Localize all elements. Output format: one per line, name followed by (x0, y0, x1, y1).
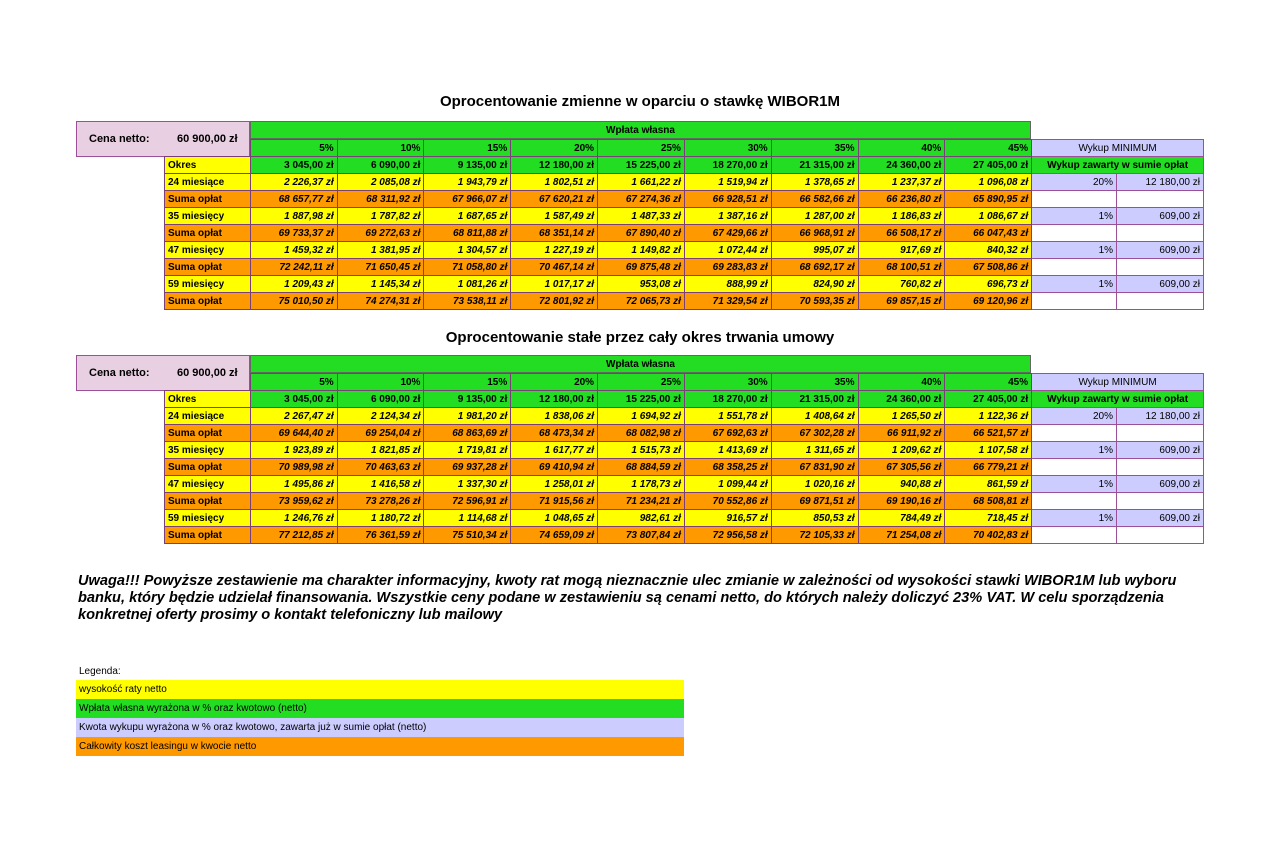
row-label: 24 miesiące (165, 174, 251, 191)
down-payment-amount: 6 090,00 zł (337, 391, 424, 408)
total-cost-cell: 65 890,95 zł (945, 191, 1032, 208)
down-payment-amount: 27 405,00 zł (945, 157, 1032, 174)
total-cost-cell: 74 659,09 zł (511, 527, 598, 544)
buyout-empty (1032, 425, 1117, 442)
buyout-empty (1032, 259, 1117, 276)
row-label: 59 miesięcy (165, 276, 251, 293)
total-cost-cell: 68 692,17 zł (771, 259, 858, 276)
rate-row (165, 276, 1204, 293)
percent-row (165, 374, 1204, 391)
total-cost-cell: 73 959,62 zł (250, 493, 337, 510)
total-cost-cell: 67 966,07 zł (424, 191, 511, 208)
rate-cell: 1 304,57 zł (424, 242, 511, 259)
total-cost-cell: 69 410,94 zł (511, 459, 598, 476)
legend-item-total-cost: Całkowity koszt leasingu w kwocie netto (76, 737, 684, 756)
period-row (165, 157, 1204, 174)
rate-cell: 1 416,58 zł (337, 476, 424, 493)
total-cost-cell: 68 657,77 zł (250, 191, 337, 208)
buyout-empty (1032, 527, 1117, 544)
down-payment-amount: 12 180,00 zł (511, 157, 598, 174)
rate-cell: 1 661,22 zł (598, 174, 685, 191)
total-cost-cell: 75 510,34 zł (424, 527, 511, 544)
total-cost-cell: 66 236,80 zł (858, 191, 945, 208)
rate-cell: 1 495,86 zł (250, 476, 337, 493)
total-cost-row (165, 225, 1204, 242)
rate-cell: 1 838,06 zł (511, 408, 598, 425)
period-label: Okres (165, 391, 251, 408)
rate-cell: 1 487,33 zł (598, 208, 685, 225)
rate-cell: 2 226,37 zł (250, 174, 337, 191)
rate-cell: 718,45 zł (945, 510, 1032, 527)
total-cost-cell: 67 429,66 zł (684, 225, 771, 242)
percent-cell: 30% (684, 140, 771, 157)
percent-cell: 15% (424, 374, 511, 391)
percent-cell: 45% (945, 140, 1032, 157)
percent-cell: 40% (858, 374, 945, 391)
rate-cell: 1 821,85 zł (337, 442, 424, 459)
total-cost-row (165, 527, 1204, 544)
buyout-empty (1117, 493, 1204, 510)
down-payment-header: Wpłata własna (250, 355, 1031, 373)
rate-cell: 1 209,43 zł (250, 276, 337, 293)
total-cost-cell: 69 733,37 zł (250, 225, 337, 242)
percent-cell: 5% (250, 374, 337, 391)
buyout-empty (1032, 293, 1117, 310)
rate-cell: 1 017,17 zł (511, 276, 598, 293)
buyout-percent: 1% (1032, 242, 1117, 259)
total-cost-row (165, 425, 1204, 442)
down-payment-amount: 9 135,00 zł (424, 157, 511, 174)
total-cost-cell: 70 989,98 zł (250, 459, 337, 476)
rate-cell: 824,90 zł (771, 276, 858, 293)
total-cost-cell: 67 302,28 zł (771, 425, 858, 442)
rate-cell: 2 267,47 zł (250, 408, 337, 425)
buyout-amount: 609,00 zł (1117, 276, 1204, 293)
rate-cell: 1 943,79 zł (424, 174, 511, 191)
buyout-percent: 1% (1032, 510, 1117, 527)
rate-cell: 1 145,34 zł (337, 276, 424, 293)
total-cost-cell: 68 508,81 zł (945, 493, 1032, 510)
disclaimer-note: Uwaga!!! Powyższe zestawienie ma charakter informacyjny, kwoty rat mogą nieznacznie ulec zmianie w zależności od wysokości stawki WIBOR1M lub wyboru banku, który będzie udzielał finansowania. Wszystkie ceny podane w zestawieniu są cenami netto, do których należy doliczyć 23% VAT. W celu sporządzenia konkretnej oferty prosimy o kontakt telefoniczny lub mailowy (78, 573, 1177, 623)
percent-cell: 5% (250, 140, 337, 157)
rate-cell: 1 981,20 zł (424, 408, 511, 425)
rate-cell: 1 311,65 zł (771, 442, 858, 459)
total-cost-cell: 69 120,96 zł (945, 293, 1032, 310)
rate-cell: 1 459,32 zł (250, 242, 337, 259)
total-cost-cell: 68 884,59 zł (598, 459, 685, 476)
total-cost-cell: 72 065,73 zł (598, 293, 685, 310)
buyout-empty (1032, 493, 1117, 510)
total-cost-cell: 74 274,31 zł (337, 293, 424, 310)
rate-row (165, 510, 1204, 527)
total-cost-cell: 73 807,84 zł (598, 527, 685, 544)
total-cost-cell: 69 190,16 zł (858, 493, 945, 510)
total-cost-cell: 66 047,43 zł (945, 225, 1032, 242)
total-cost-cell: 68 082,98 zł (598, 425, 685, 442)
rate-cell: 916,57 zł (684, 510, 771, 527)
row-label: Suma opłat (165, 293, 251, 310)
total-cost-cell: 77 212,85 zł (250, 527, 337, 544)
total-cost-cell: 69 644,40 zł (250, 425, 337, 442)
percent-cell: 30% (684, 374, 771, 391)
buyout-note: Wykup zawarty w sumie opłat (1032, 157, 1204, 174)
legend-title: Legenda: (79, 666, 121, 677)
total-cost-cell: 70 467,14 zł (511, 259, 598, 276)
down-payment-amount: 15 225,00 zł (598, 391, 685, 408)
buyout-empty (1117, 459, 1204, 476)
total-cost-cell: 67 831,90 zł (771, 459, 858, 476)
rate-cell: 1 381,95 zł (337, 242, 424, 259)
row-label: Suma opłat (165, 527, 251, 544)
rate-cell: 1 337,30 zł (424, 476, 511, 493)
total-cost-row (165, 191, 1204, 208)
period-label: Okres (165, 157, 251, 174)
rate-cell: 1 719,81 zł (424, 442, 511, 459)
rate-cell: 917,69 zł (858, 242, 945, 259)
legend-item-buyout: Kwota wykupu wyrażona w % oraz kwotowo, zawarta już w sumie opłat (netto) (76, 718, 684, 737)
total-cost-cell: 70 593,35 zł (771, 293, 858, 310)
rate-cell: 1 081,26 zł (424, 276, 511, 293)
down-payment-amount: 18 270,00 zł (684, 157, 771, 174)
rate-row (165, 208, 1204, 225)
total-cost-cell: 68 863,69 zł (424, 425, 511, 442)
leasing-table (164, 373, 1204, 544)
row-label: Suma opłat (165, 459, 251, 476)
rate-cell: 1 178,73 zł (598, 476, 685, 493)
total-cost-cell: 72 242,11 zł (250, 259, 337, 276)
buyout-percent: 1% (1032, 476, 1117, 493)
total-cost-cell: 68 473,34 zł (511, 425, 598, 442)
buyout-empty (1117, 259, 1204, 276)
down-payment-amount: 12 180,00 zł (511, 391, 598, 408)
total-cost-cell: 66 521,57 zł (945, 425, 1032, 442)
table1-title: Oprocentowanie zmienne w oparciu o stawkę WIBOR1M (439, 93, 841, 110)
rate-cell: 1 096,08 zł (945, 174, 1032, 191)
row-label: 47 miesięcy (165, 476, 251, 493)
percent-cell: 25% (598, 140, 685, 157)
rate-cell: 2 085,08 zł (337, 174, 424, 191)
rate-cell: 840,32 zł (945, 242, 1032, 259)
buyout-empty (1032, 225, 1117, 242)
rate-cell: 2 124,34 zł (337, 408, 424, 425)
buyout-amount: 609,00 zł (1117, 442, 1204, 459)
down-payment-amount: 21 315,00 zł (771, 157, 858, 174)
empty-cell (165, 374, 251, 391)
rate-row (165, 174, 1204, 191)
total-cost-cell: 67 890,40 zł (598, 225, 685, 242)
buyout-percent: 1% (1032, 276, 1117, 293)
total-cost-cell: 69 254,04 zł (337, 425, 424, 442)
buyout-amount: 609,00 zł (1117, 242, 1204, 259)
rate-cell: 1 020,16 zł (771, 476, 858, 493)
total-cost-cell: 75 010,50 zł (250, 293, 337, 310)
total-cost-cell: 69 871,51 zł (771, 493, 858, 510)
rate-cell: 1 099,44 zł (684, 476, 771, 493)
total-cost-cell: 67 692,63 zł (684, 425, 771, 442)
percent-cell: 10% (337, 140, 424, 157)
rate-cell: 1 209,62 zł (858, 442, 945, 459)
total-cost-cell: 66 582,66 zł (771, 191, 858, 208)
rate-cell: 1 515,73 zł (598, 442, 685, 459)
percent-cell: 20% (511, 374, 598, 391)
row-label: Suma opłat (165, 425, 251, 442)
rate-row (165, 408, 1204, 425)
percent-cell: 40% (858, 140, 945, 157)
down-payment-header: Wpłata własna (250, 121, 1031, 139)
rate-row (165, 442, 1204, 459)
total-cost-cell: 73 278,26 zł (337, 493, 424, 510)
total-cost-cell: 68 811,88 zł (424, 225, 511, 242)
buyout-amount: 12 180,00 zł (1117, 174, 1204, 191)
legend (76, 664, 684, 756)
total-cost-cell: 73 538,11 zł (424, 293, 511, 310)
row-label: 47 miesięcy (165, 242, 251, 259)
total-cost-cell: 68 311,92 zł (337, 191, 424, 208)
down-payment-amount: 9 135,00 zł (424, 391, 511, 408)
percent-cell: 15% (424, 140, 511, 157)
total-cost-cell: 70 402,83 zł (945, 527, 1032, 544)
net-price-value: 60 900,00 zł (177, 133, 238, 145)
total-cost-cell: 67 274,36 zł (598, 191, 685, 208)
buyout-percent: 1% (1032, 208, 1117, 225)
rate-row (165, 242, 1204, 259)
rate-cell: 1 180,72 zł (337, 510, 424, 527)
empty-cell (165, 140, 251, 157)
buyout-header: Wykup MINIMUM (1032, 374, 1204, 391)
legend-item-down-payment: Wpłata własna wyrażona w % oraz kwotowo (netto) (76, 699, 684, 718)
total-cost-cell: 72 105,33 zł (771, 527, 858, 544)
total-cost-cell: 72 801,92 zł (511, 293, 598, 310)
total-cost-cell: 66 508,17 zł (858, 225, 945, 242)
total-cost-cell: 71 254,08 zł (858, 527, 945, 544)
row-label: Suma opłat (165, 191, 251, 208)
row-label: 59 miesięcy (165, 510, 251, 527)
net-price-value: 60 900,00 zł (177, 367, 238, 379)
rate-cell: 1 048,65 zł (511, 510, 598, 527)
rate-cell: 861,59 zł (945, 476, 1032, 493)
total-cost-cell: 66 911,92 zł (858, 425, 945, 442)
percent-row (165, 140, 1204, 157)
total-cost-row (165, 293, 1204, 310)
rate-cell: 1 802,51 zł (511, 174, 598, 191)
rate-cell: 1 408,64 zł (771, 408, 858, 425)
rate-cell: 1 694,92 zł (598, 408, 685, 425)
total-cost-cell: 69 857,15 zł (858, 293, 945, 310)
percent-cell: 20% (511, 140, 598, 157)
rate-cell: 1 787,82 zł (337, 208, 424, 225)
total-cost-cell: 69 875,48 zł (598, 259, 685, 276)
rate-cell: 1 227,19 zł (511, 242, 598, 259)
percent-cell: 35% (771, 374, 858, 391)
rate-cell: 1 519,94 zł (684, 174, 771, 191)
rate-cell: 940,88 zł (858, 476, 945, 493)
rate-cell: 1 149,82 zł (598, 242, 685, 259)
buyout-amount: 609,00 zł (1117, 476, 1204, 493)
total-cost-row (165, 459, 1204, 476)
total-cost-cell: 68 351,14 zł (511, 225, 598, 242)
rate-cell: 953,08 zł (598, 276, 685, 293)
rate-cell: 1 887,98 zł (250, 208, 337, 225)
rate-cell: 696,73 zł (945, 276, 1032, 293)
total-cost-cell: 70 463,63 zł (337, 459, 424, 476)
buyout-amount: 609,00 zł (1117, 510, 1204, 527)
table2-title: Oprocentowanie stałe przez cały okres trwania umowy (445, 329, 835, 346)
rate-cell: 982,61 zł (598, 510, 685, 527)
rate-cell: 1 258,01 zł (511, 476, 598, 493)
total-cost-cell: 76 361,59 zł (337, 527, 424, 544)
row-label: 35 miesięcy (165, 442, 251, 459)
net-price-label: Cena netto: (89, 367, 150, 379)
rate-cell: 760,82 zł (858, 276, 945, 293)
net-price-label: Cena netto: (89, 133, 150, 145)
rate-cell: 1 237,37 zł (858, 174, 945, 191)
rate-cell: 1 072,44 zł (684, 242, 771, 259)
buyout-empty (1117, 293, 1204, 310)
down-payment-amount: 24 360,00 zł (858, 391, 945, 408)
rate-cell: 995,07 zł (771, 242, 858, 259)
total-cost-cell: 71 915,56 zł (511, 493, 598, 510)
down-payment-amount: 18 270,00 zł (684, 391, 771, 408)
percent-cell: 35% (771, 140, 858, 157)
rate-cell: 1 923,89 zł (250, 442, 337, 459)
total-cost-row (165, 493, 1204, 510)
percent-cell: 25% (598, 374, 685, 391)
buyout-empty (1117, 225, 1204, 242)
buyout-empty (1032, 191, 1117, 208)
legend-item-rate: wysokość raty netto (76, 680, 684, 699)
buyout-percent: 1% (1032, 442, 1117, 459)
rate-cell: 1 246,76 zł (250, 510, 337, 527)
total-cost-cell: 68 100,51 zł (858, 259, 945, 276)
rate-cell: 1 687,65 zł (424, 208, 511, 225)
rate-cell: 1 617,77 zł (511, 442, 598, 459)
row-label: 35 miesięcy (165, 208, 251, 225)
down-payment-amount: 15 225,00 zł (598, 157, 685, 174)
rate-cell: 784,49 zł (858, 510, 945, 527)
buyout-header: Wykup MINIMUM (1032, 140, 1204, 157)
rate-row (165, 476, 1204, 493)
down-payment-amount: 21 315,00 zł (771, 391, 858, 408)
rate-cell: 1 086,67 zł (945, 208, 1032, 225)
rate-cell: 1 287,00 zł (771, 208, 858, 225)
buyout-empty (1117, 425, 1204, 442)
total-cost-cell: 67 305,56 zł (858, 459, 945, 476)
row-label: 24 miesiące (165, 408, 251, 425)
rate-cell: 1 107,58 zł (945, 442, 1032, 459)
total-cost-cell: 69 283,83 zł (684, 259, 771, 276)
total-cost-cell: 71 234,21 zł (598, 493, 685, 510)
rate-cell: 1 551,78 zł (684, 408, 771, 425)
buyout-empty (1117, 191, 1204, 208)
row-label: Suma opłat (165, 259, 251, 276)
down-payment-amount: 3 045,00 zł (250, 391, 337, 408)
total-cost-cell: 71 058,80 zł (424, 259, 511, 276)
rate-cell: 888,99 zł (684, 276, 771, 293)
leasing-table (164, 139, 1204, 310)
rate-cell: 850,53 zł (771, 510, 858, 527)
down-payment-amount: 27 405,00 zł (945, 391, 1032, 408)
total-cost-cell: 69 937,28 zł (424, 459, 511, 476)
total-cost-row (165, 259, 1204, 276)
rate-cell: 1 413,69 zł (684, 442, 771, 459)
buyout-note: Wykup zawarty w sumie opłat (1032, 391, 1204, 408)
rate-cell: 1 587,49 zł (511, 208, 598, 225)
percent-cell: 45% (945, 374, 1032, 391)
total-cost-cell: 71 650,45 zł (337, 259, 424, 276)
percent-cell: 10% (337, 374, 424, 391)
buyout-percent: 20% (1032, 174, 1117, 191)
total-cost-cell: 66 928,51 zł (684, 191, 771, 208)
period-row (165, 391, 1204, 408)
total-cost-cell: 68 358,25 zł (684, 459, 771, 476)
rate-cell: 1 378,65 zł (771, 174, 858, 191)
buyout-amount: 609,00 zł (1117, 208, 1204, 225)
total-cost-cell: 66 779,21 zł (945, 459, 1032, 476)
down-payment-amount: 24 360,00 zł (858, 157, 945, 174)
rate-cell: 1 387,16 zł (684, 208, 771, 225)
row-label: Suma opłat (165, 225, 251, 242)
rate-cell: 1 186,83 zł (858, 208, 945, 225)
rate-cell: 1 265,50 zł (858, 408, 945, 425)
down-payment-amount: 6 090,00 zł (337, 157, 424, 174)
down-payment-amount: 3 045,00 zł (250, 157, 337, 174)
row-label: Suma opłat (165, 493, 251, 510)
total-cost-cell: 72 596,91 zł (424, 493, 511, 510)
buyout-amount: 12 180,00 zł (1117, 408, 1204, 425)
total-cost-cell: 67 620,21 zł (511, 191, 598, 208)
total-cost-cell: 67 508,86 zł (945, 259, 1032, 276)
total-cost-cell: 72 956,58 zł (684, 527, 771, 544)
buyout-empty (1117, 527, 1204, 544)
total-cost-cell: 71 329,54 zł (684, 293, 771, 310)
buyout-empty (1032, 459, 1117, 476)
rate-cell: 1 114,68 zł (424, 510, 511, 527)
total-cost-cell: 69 272,63 zł (337, 225, 424, 242)
total-cost-cell: 70 552,86 zł (684, 493, 771, 510)
rate-cell: 1 122,36 zł (945, 408, 1032, 425)
buyout-percent: 20% (1032, 408, 1117, 425)
total-cost-cell: 66 968,91 zł (771, 225, 858, 242)
